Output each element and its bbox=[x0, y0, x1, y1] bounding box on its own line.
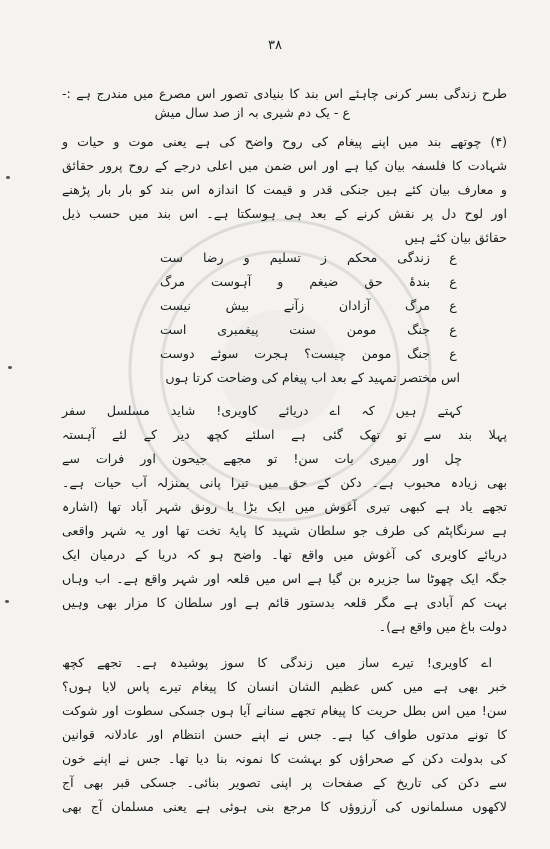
verse-text: مرگ آزادان زآنے بیش نیست bbox=[160, 298, 430, 313]
text-line: حقائق بیان کئے ہیں bbox=[404, 230, 507, 245]
text-line: کا تونے مدتوں طواف کیا ہے۔ جس نے اپنے حسن انتظام اور عادلانہ قوانین bbox=[62, 727, 507, 742]
text-line: پہلا بند سے تو تھک گئی ہے اسلئے کچھ دیر کے لئے آہستہ bbox=[62, 427, 507, 442]
verse-text: بندۂ حق ضیغم و آہوست مرگ bbox=[160, 274, 430, 289]
text-line: اس مختصر تمہید کے بعد اب پیغام کی وضاحت کرتا ہوں bbox=[165, 370, 460, 385]
text-line: کہتے ہیں کہ اے دریائے کاویری! شاید مسلسل سفر bbox=[62, 403, 462, 418]
verse-text: جنگ مومن سنت پیغمبری است bbox=[160, 322, 430, 337]
text-line: دولت باغ میں واقع ہے)۔ bbox=[378, 619, 507, 634]
text-line: سن! میں اس بطل حریت کا پیغام تجھے سنانے آیا ہوں جسکی سطوت اور شوکت bbox=[62, 703, 507, 718]
text-line: ہے سرنگاپٹم کی طرف جو سلطان شہید کا پایۂ تخت تھا اور یہ شہر واقعی bbox=[62, 523, 507, 538]
scan-speck bbox=[5, 600, 9, 603]
verse-row bbox=[150, 274, 460, 292]
text-line: تجھے یاد ہے کبھی تیری آغوش میں ایک بڑا با رونق شہر آباد تھا (اشارہ bbox=[62, 499, 507, 514]
verse-row bbox=[150, 322, 460, 340]
verse-marker: ع bbox=[449, 274, 457, 289]
text-line: اور لوح دل پر نقش کرنے کے بعد ہی ہوسکتا ہے۔ اس بند میں حسب ذیل bbox=[62, 206, 507, 221]
text-line: سے دکن کی تاریخ کے صفحات پر اپنی تصویر بنائی۔ جسکی قبر بھی آج bbox=[62, 775, 507, 790]
text-line: اے کاویری! تیرے ساز میں زندگی کا سوز پوشیدہ ہے۔ تجھے کچھ bbox=[62, 655, 492, 670]
verse-marker: ع bbox=[449, 298, 457, 313]
text-line: بہت کم آبادی ہے مگر قلعہ بدستور قائم ہے اور سلطان کا مزار بھی وہیں bbox=[62, 595, 507, 610]
text-line: و معارف بیان کئے ہیں جنکی قدر و قیمت کا اندازہ اس بند کو بار بار پڑھنے bbox=[62, 182, 507, 197]
text-line: بھی زیادہ محبوب ہے۔ دکن کے حق میں تیرا پانی بمنزلہ آب حیات ہے۔ bbox=[62, 475, 507, 490]
text-line: کی بدولت دکن کے صحراؤں کو بہشت کا نمونہ بنا دیا تھا۔ جس نے اپنے خون bbox=[62, 751, 507, 766]
verse-row bbox=[150, 250, 460, 268]
verse-text: زندگی محکم ز تسلیم و رضا ست bbox=[160, 250, 430, 265]
text-line: دریائے کاویری کی آغوش میں واقع تھا۔ واضح ہو کہ دریا کے درمیان ایک bbox=[62, 547, 507, 562]
scan-speck bbox=[6, 176, 10, 179]
verse-marker: ع bbox=[449, 322, 457, 337]
verse-row bbox=[150, 298, 460, 316]
misra-line: ع - یک دم شیری بہ از صد سال میش bbox=[154, 105, 350, 120]
page-number: ٣٨ bbox=[268, 38, 282, 53]
text-line: شہادت کا فلسفہ بیان کیا ہے اور اس ضمن میں اعلی درجے کے روح پرور حقائق bbox=[62, 158, 507, 173]
text-line: چل اور میری بات سن! تو مجھے جیحون اور فرات سے bbox=[62, 451, 462, 466]
verse-row bbox=[150, 346, 460, 364]
text-line: (۴) چوتھے بند میں اپنے پیغام کی روح واضح کی ہے یعنی موت و حیات و bbox=[62, 134, 507, 149]
text-line: طرح زندگی بسر کرنی چاہئے اس بند کا بنیادی تصور اس مصرع میں مندرج ہے :- bbox=[62, 86, 507, 101]
scan-speck bbox=[8, 366, 12, 369]
verse-marker: ع bbox=[449, 346, 457, 361]
verse-marker: ع bbox=[449, 250, 457, 265]
text-line: لاکھوں مسلمانوں کی آرزوؤں کا مرجع بنی ہوئی ہے یعنی مسلمان آج بھی bbox=[62, 799, 507, 814]
text-line: جگہ ایک چھوٹا سا جزیرہ بن گیا ہے اس میں قلعہ اور شہر واقع ہے۔ اب وہاں bbox=[62, 571, 507, 586]
text-line: خبر بھی ہے میں کس عظیم الشان انسان کا پیغام تیرے پاس لایا ہوں؟ bbox=[62, 679, 507, 694]
verse-text: جنگ مومن چیست؟ ہجرت سوئے دوست bbox=[160, 346, 430, 361]
